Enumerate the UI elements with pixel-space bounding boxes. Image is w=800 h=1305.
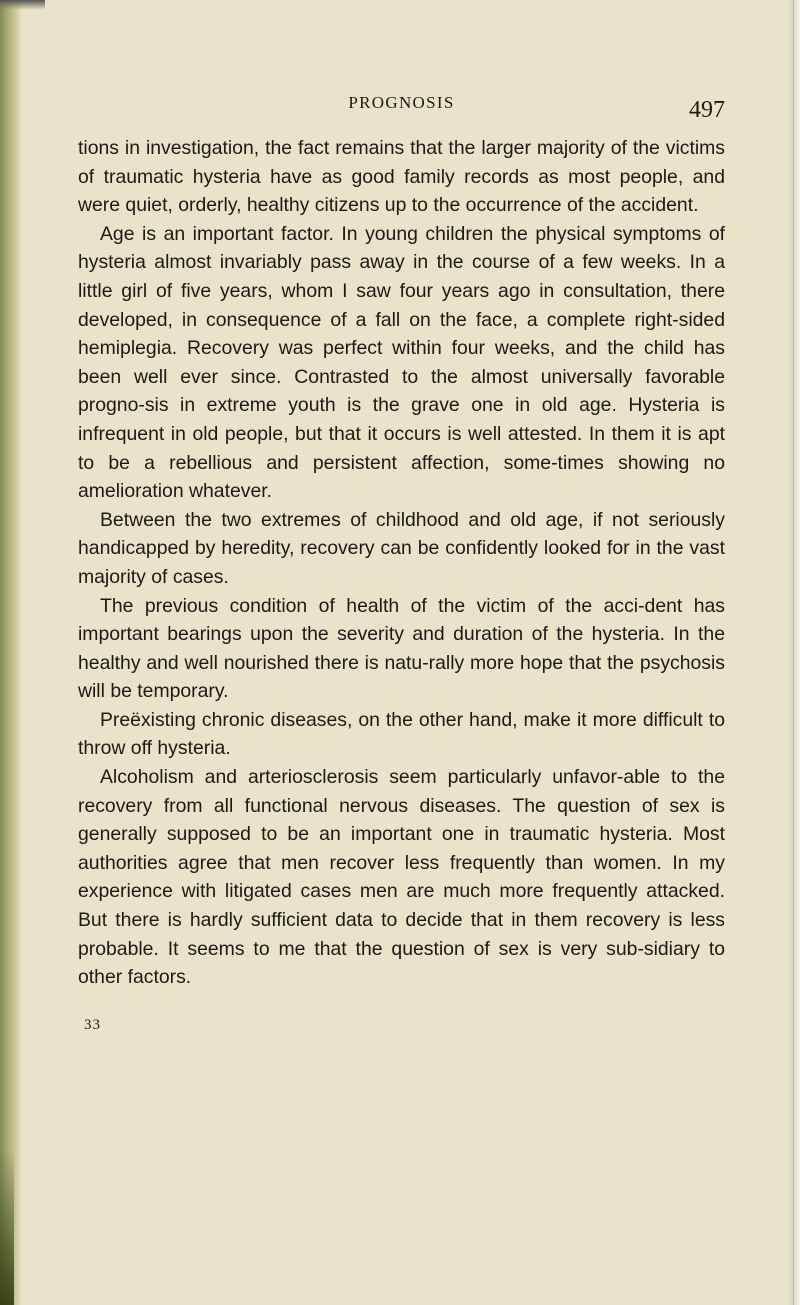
running-head: PROGNOSIS xyxy=(348,93,455,112)
page-corner-shadow xyxy=(0,0,45,10)
page-header xyxy=(78,93,725,123)
body-text xyxy=(78,134,725,992)
page-right-edge xyxy=(788,0,800,1305)
paragraph: Age is an important factor. In young children the physical symptoms of hysteria almost invariably pass away in the course of a few weeks. In a little girl of five years, whom I saw four years ago in consultation, there developed, in consequence of a fall on the face, a complete right-sided hemiplegia. Recovery was perfect within four weeks, and the child has been well ever since. Contrasted to the almost universally favorable progno-sis in extreme youth is the grave one in old age. Hysteria is infrequent in old people, but that it occurs is well attested. In them it is apt to be a rebellious and persistent affection, some-times showing no amelioration whatever. xyxy=(78,222,725,503)
signature-mark: 33 xyxy=(84,1017,101,1033)
paragraph: Alcoholism and arteriosclerosis seem particularly unfavor-able to the recovery from all functional nervous diseases. The question of sex is generally supposed to be an important one in traumatic hysteria. Most authorities agree that men recover less frequently than women. In my experience with litigated cases men are much more frequently attacked. But there is hardly sufficient data to decide that in them recovery is less probable. It seems to me that the question of sex is very sub-sidiary to other factors. xyxy=(78,766,725,989)
paragraph: Preëxisting chronic diseases, on the other hand, make it more difficult to throw off hysteria. xyxy=(78,708,725,760)
page-number: 497 xyxy=(689,97,725,123)
paragraph: The previous condition of health of the victim of the acci-dent has important bearings upon the severity and duration of the hysteria. In the healthy and well nourished there is natu-rally more hope that the psychosis will be temporary. xyxy=(78,594,725,703)
paragraph: tions in investigation, the fact remains that the larger majority of the victims of traumatic hysteria have as good family records as most people, and were quiet, orderly, healthy citizens up to the occurrence of the accident. xyxy=(78,137,725,217)
page-left-edge-shadow xyxy=(0,0,22,1305)
page-right-edge-line xyxy=(793,0,794,1305)
page-binding-stain xyxy=(0,1150,14,1305)
paragraph: Between the two extremes of childhood and old age, if not seriously handicapped by heredity, recovery can be confidently looked for in the vast majority of cases. xyxy=(78,508,725,588)
